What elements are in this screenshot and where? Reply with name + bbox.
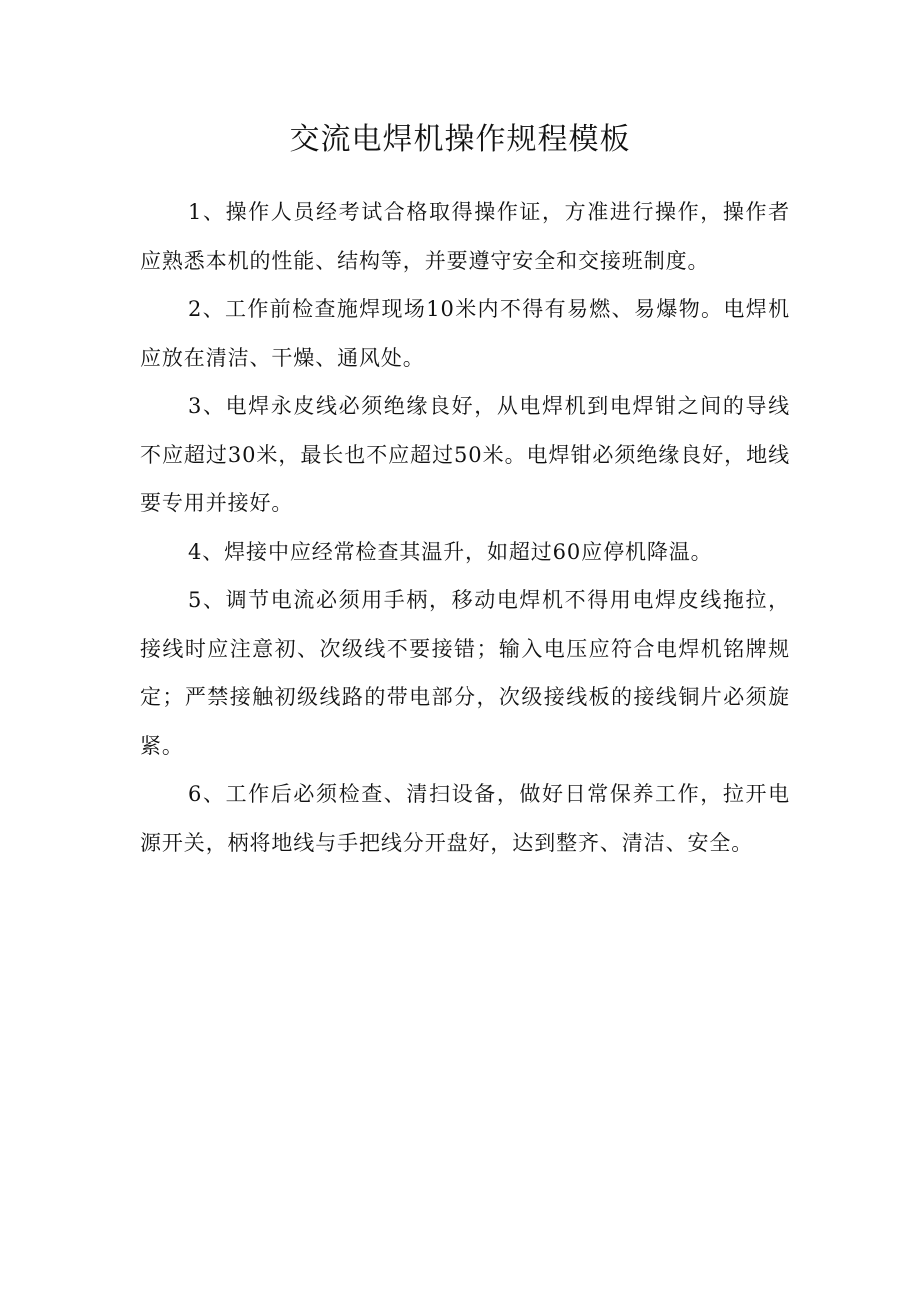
clause-2: 2、工作前检查施焊现场10米内不得有易燃、易爆物。电焊机应放在清洁、干燥、通风处。 bbox=[140, 297, 790, 370]
clause-6: 6、工作后必须检查、清扫设备，做好日常保养工作，拉开电源开关，柄将地线与手把线分开盘好，达到整齐、清洁、安全。 bbox=[140, 782, 790, 855]
document-title: 交流电焊机操作规程模板 bbox=[289, 122, 631, 157]
document-body bbox=[140, 188, 790, 867]
clause-3: 3、电焊永皮线必须绝缘良好，从电焊机到电焊钳之间的导线不应超过30米，最长也不应超过50米。电焊钳必须绝缘良好，地线要专用并接好。 bbox=[140, 394, 790, 515]
clause-5: 5、调节电流必须用手柄，移动电焊机不得用电焊皮线拖拉，接线时应注意初、次级线不要接错；输入电压应符合电焊机铭牌规定；严禁接触初级线路的带电部分，次级接线板的接线铜片必须旋紧。 bbox=[140, 588, 790, 758]
clause-4: 4、焊接中应经常检查其温升，如超过60应停机降温。 bbox=[188, 539, 713, 564]
clause-1: 1、操作人员经考试合格取得操作证，方准进行操作，操作者应熟悉本机的性能、结构等，并要遵守安全和交接班制度。 bbox=[140, 200, 790, 273]
